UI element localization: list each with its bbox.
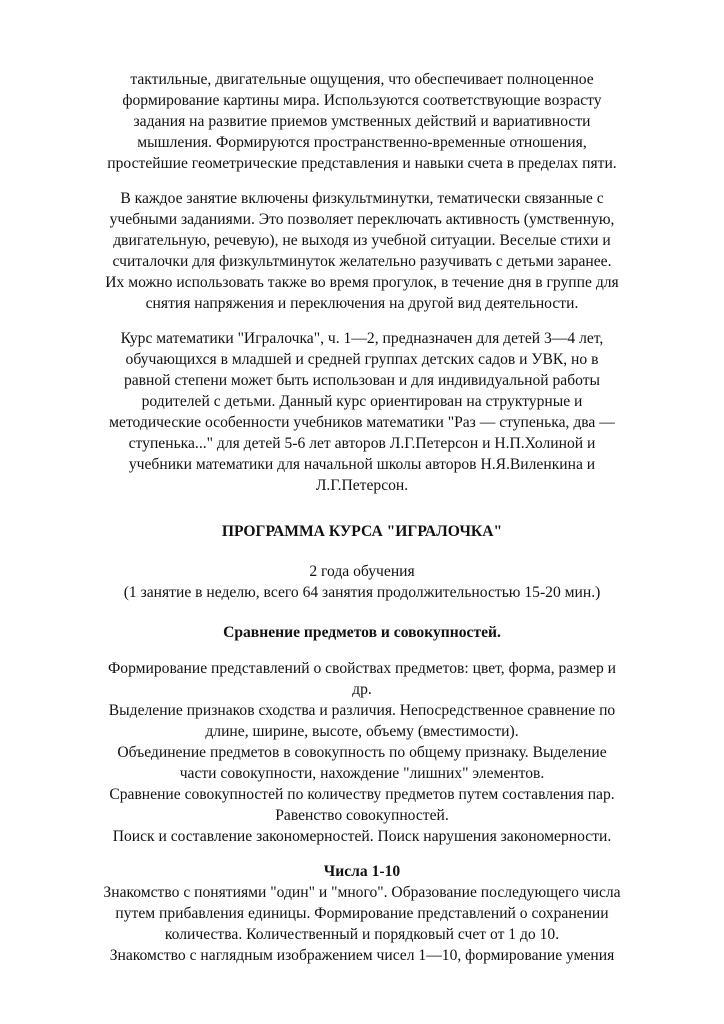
text-line: учебными заданиями. Это позволяет переключать активность (умственную,: [109, 211, 615, 228]
text-line: снятия напряжения и переключения на другой вид деятельности.: [145, 295, 579, 312]
text-line: двигательную, речевую), не выходя из учебной ситуации. Веселые стихи и: [113, 232, 611, 249]
text-line: Объединение предметов в совокупность по общему признаку. Выделение: [117, 744, 607, 761]
duration-text: 2 года обучения: [309, 563, 415, 580]
text-line: В каждое занятие включены физкультминутки, тематически связанные с: [120, 190, 604, 207]
text-line: тактильные, двигательные ощущения, что обеспечивает полноценное: [130, 71, 594, 88]
text-line: считалочки для физкультминуток желательно разучивать с детьми заранее.: [112, 253, 612, 270]
text-line: части совокупности, нахождение "лишних" элементов.: [179, 765, 545, 782]
text-line: простейшие геометрические представления и навыки счета в пределах пяти.: [107, 155, 617, 172]
text-line: Курс математики "Игралочка", ч. 1—2, предназначен для детей 3—4 лет,: [120, 330, 604, 347]
text-line: Сравнение совокупностей по количеству предметов путем составления пар.: [109, 786, 615, 803]
text-line: длине, ширине, высоте, объему (вместимости).: [205, 723, 519, 740]
text-line: ступенька..." для детей 5-6 лет авторов Л.Г.Петерсон и Н.П.Холиной и: [128, 435, 596, 452]
text-line: родителей с детьми. Данный курс ориентирован на структурные и: [141, 393, 583, 410]
text-line: путем прибавления единицы. Формирование представлений о сохранении: [115, 905, 609, 922]
text-line: учебники математики для начальной школы авторов Н.Я.Виленкина и: [128, 456, 596, 473]
program-title: ПРОГРАММА КУРСА "ИГРАЛОЧКА": [221, 523, 503, 540]
schedule-text: (1 занятие в неделю, всего 64 занятия продолжительностью 15-20 мин.): [123, 584, 601, 601]
section-2-title: Числа 1-10: [323, 863, 401, 880]
text-line: Поиск и составление закономерностей. Поиск нарушения закономерности.: [112, 828, 612, 845]
text-line: обучающихся в младшей и средней группах детских садов и УВК, но в: [125, 351, 599, 368]
text-line: Формирование представлений о свойствах предметов: цвет, форма, размер и: [107, 660, 616, 677]
text-line: Знакомство с наглядным изображением чисел 1—10, формирование умения: [109, 947, 615, 964]
text-line: Л.Г.Петерсон.: [315, 477, 409, 494]
section-1-title: Сравнение предметов и совокупностей.: [223, 624, 501, 641]
text-line: количества. Количественный и порядковый счет от 1 до 10.: [164, 926, 560, 943]
text-line: равной степени может быть использован и для индивидуальной работы: [123, 372, 601, 389]
text-line: методические особенности учебников математики "Раз — ступенька, два —: [109, 414, 615, 431]
text-line: Равенство совокупностей.: [275, 807, 449, 824]
text-line: мышления. Формируются пространственно-временные отношения,: [137, 134, 587, 151]
text-line: Знакомство с понятиями "один" и "много". Образование последующего числа: [103, 884, 621, 901]
text-line: др.: [352, 681, 372, 698]
text-line: задания на развитие приемов умственных действий и вариативности: [133, 113, 591, 130]
text-line: формирование картины мира. Используются соответствующие возрасту: [122, 92, 602, 109]
text-line: Их можно использовать также во время прогулок, в течение дня в группе для: [105, 274, 619, 291]
text-line: Выделение признаков сходства и различия. Непосредственное сравнение по: [108, 702, 616, 719]
